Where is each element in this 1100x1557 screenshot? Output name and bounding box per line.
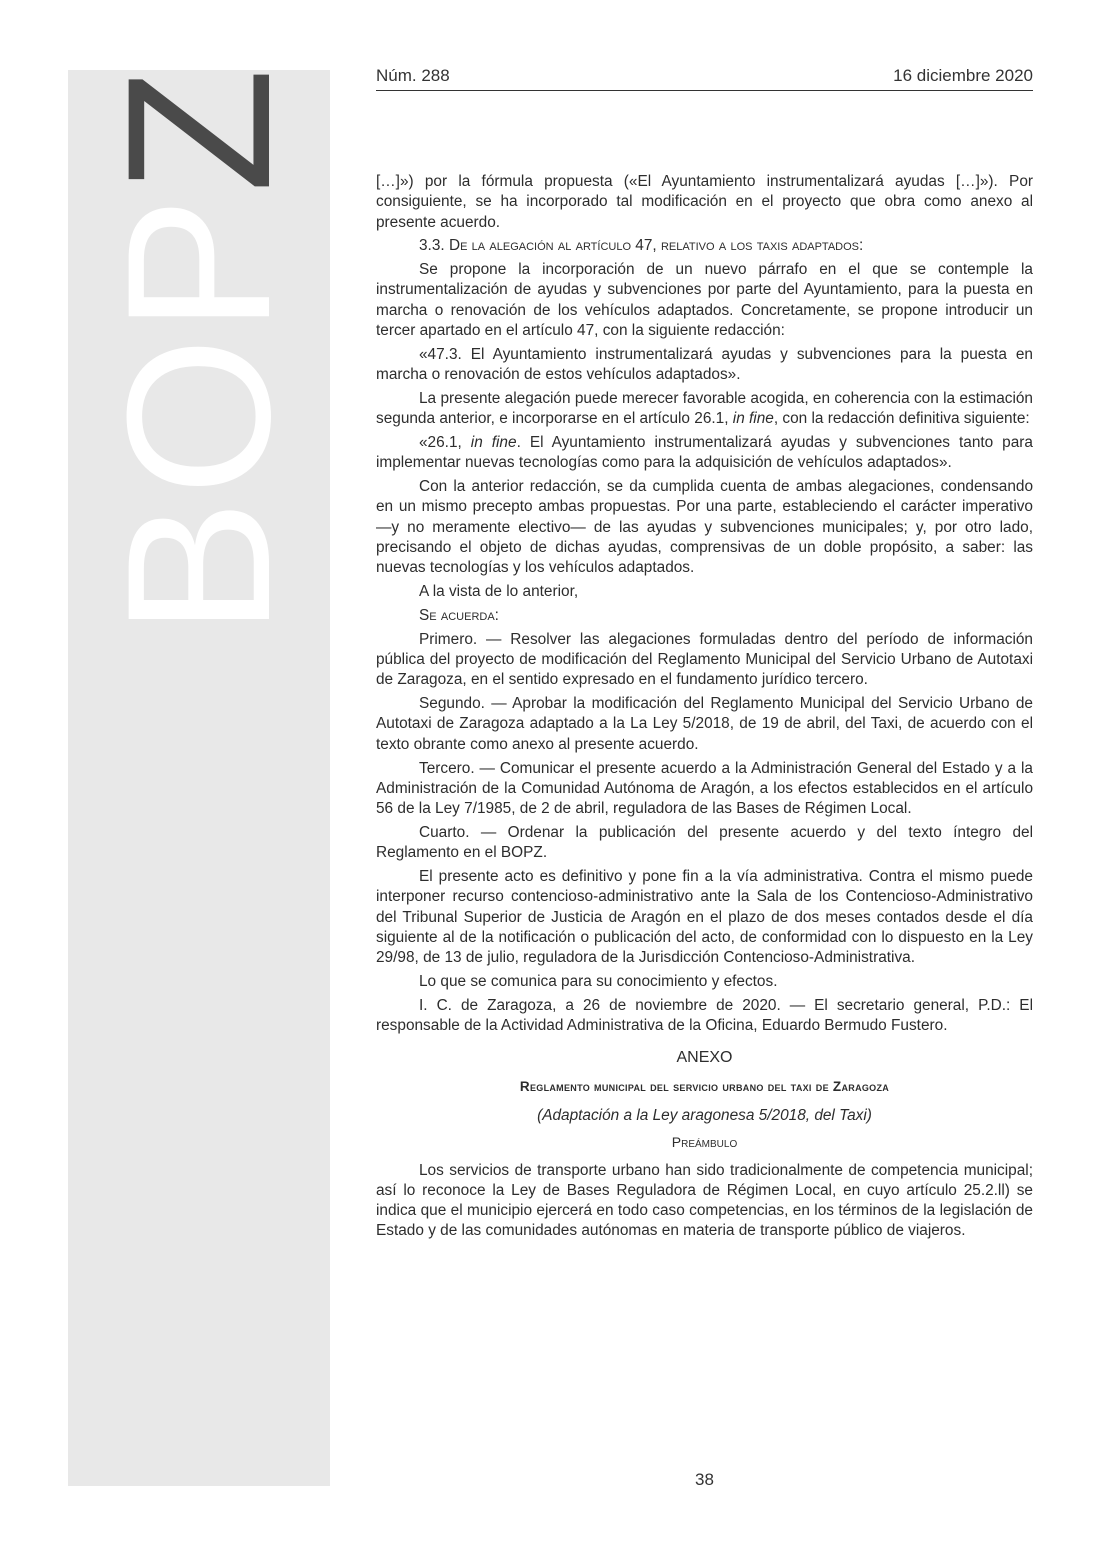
italic-run: in fine (470, 434, 517, 452)
paragraph: Lo que se comunica para su conocimiento y efectos. (419, 972, 778, 990)
italic-run: in fine (732, 410, 774, 428)
quoted-article: «47.3. El Ayuntamiento instrumentalizará ayudas y subvenciones para la puesta en marcha o renovación de estos vehículos adaptados». (376, 345, 1033, 384)
logo-dark-part: Z (85, 64, 313, 193)
paragraph: El presente acto es definitivo y pone fin a la vía administrativa. Contra el mismo puede interponer recurso contencioso-administrativo ante la Sala de los Contencioso-Administrativo del Tribunal Superior de Justicia de Aragón en el plazo de dos meses contados desde el día siguiente al de la notificación o publicación del acto, de conformidad con lo dispuesto en la Ley 29/98, de 13 de julio, reguladora de la Jurisdicción Contencioso-Administrativa. (376, 868, 1033, 967)
resolution-item: Primero. — Resolver las alegaciones formuladas dentro del período de información pública del proyecto de modificación del Reglamento Municipal del Servicio Urbano de Autotaxi de Zaragoza, en el sentido expresado en el fundamento jurídico tercero. (376, 630, 1033, 689)
section-heading (376, 236, 1033, 256)
bopz-logo (68, 64, 330, 636)
resolution-item: Segundo. — Aprobar la modificación del Reglamento Municipal del Servicio Urbano de Autotaxi de Zaragoza adaptado a la La Ley 5/2018, de 19 de abril, del Taxi, de acuerdo con el texto obrante como anexo al presente acuerdo. (376, 695, 1033, 753)
quoted-article (376, 433, 1033, 474)
logo-light-part: BOP (85, 192, 313, 636)
document-body (376, 172, 1033, 1245)
issue-number: Núm. 288 (376, 66, 450, 85)
page-header (376, 66, 1033, 91)
text-run: «26.1, (419, 434, 471, 452)
text-run: . El Ayuntamiento instrumentalizará ayudas y subvenciones tanto para implementar nuevas tecnologías como para la adquisición de vehículos adaptados». (376, 434, 1033, 472)
paragraph: […]») por la fórmula propuesta («El Ayuntamiento instrumentalizará ayudas […]»). Por consiguiente, se ha incorporado tal modificación en el proyecto que obra como anexo al presente acuerdo. (376, 173, 1033, 231)
page-number: 38 (695, 1470, 714, 1489)
text-run: La presente alegación puede merecer favorable acogida, en coherencia con la estimación segunda anterior, e incorporarse en el artículo 26.1, (376, 389, 1033, 428)
text-run: , con la redacción definitiva siguiente: (773, 410, 1030, 428)
bopz-logo-text (85, 64, 313, 636)
section-number: 3.3. (419, 237, 449, 255)
paragraph: Con la anterior redacción, se da cumplida cuenta de ambas alegaciones, condensando en un mismo precepto ambas propuestas. Por una parte, estableciendo el carácter imperativo —y no meramente electivo— de las ayudas y subvenciones municipales; y, por otro lado, precisando el objeto de dichas ayudas, comprensivas de un doble propósito, a saber: las nuevas tecnologías y los vehículos adaptados. (376, 478, 1033, 577)
section-title: De la alegación al artículo 47, relativo a los taxis adaptados: (448, 237, 864, 255)
regulation-title: Reglamento municipal del servicio urbano del taxi de Zaragoza (519, 1078, 890, 1094)
resolution-item: Cuarto. — Ordenar la publicación del presente acuerdo y del texto íntegro del Reglamento en el BOPZ. (376, 823, 1033, 862)
preamble-heading: Preámbulo (671, 1134, 738, 1151)
signature-line: I. C. de Zaragoza, a 26 de noviembre de 2020. — El secretario general, P.D.: El responsable de la Actividad Administrativa de la Oficina, Eduardo Bermudo Fustero. (376, 996, 1033, 1035)
paragraph: A la vista de lo anterior, (419, 583, 579, 601)
regulation-subtitle: (Adaptación a la Ley aragonesa 5/2018, del Taxi) (537, 1106, 872, 1124)
paragraph: Se propone la incorporación de un nuevo párrafo en el que se contemple la instrumentalización de ayudas y subvenciones por parte del Ayuntamiento, para la puesta en marcha o renovación de los vehículos adaptados. Concretamente, se propone introducir un tercer apartado en el artículo 47, con la siguiente redacción: (376, 261, 1033, 340)
preamble-text: Los servicios de transporte urbano han sido tradicionalmente de competencia municipal; así lo reconoce la Ley de Bases Reguladora de Régimen Local, en cuyo artículo 25.2.ll) se indica que el municipio ejercerá en todo caso competencias, en los términos de la legislación de Estado y de las comunidades autónomas en materia de transporte público de viajeros. (376, 1161, 1033, 1240)
annex-title: ANEXO (676, 1049, 733, 1067)
issue-date: 16 diciembre 2020 (893, 66, 1033, 85)
resolution-item: Tercero. — Comunicar el presente acuerdo a la Administración General del Estado y a la Administración de la Comunidad Autónoma de Aragón, a los efectos establecidos en el artículo 56 de la Ley 7/1985, de 2 de abril, reguladora de las Bases de Régimen Local. (376, 759, 1033, 818)
resolution-heading: Se acuerda: (419, 606, 499, 624)
paragraph (376, 389, 1033, 430)
